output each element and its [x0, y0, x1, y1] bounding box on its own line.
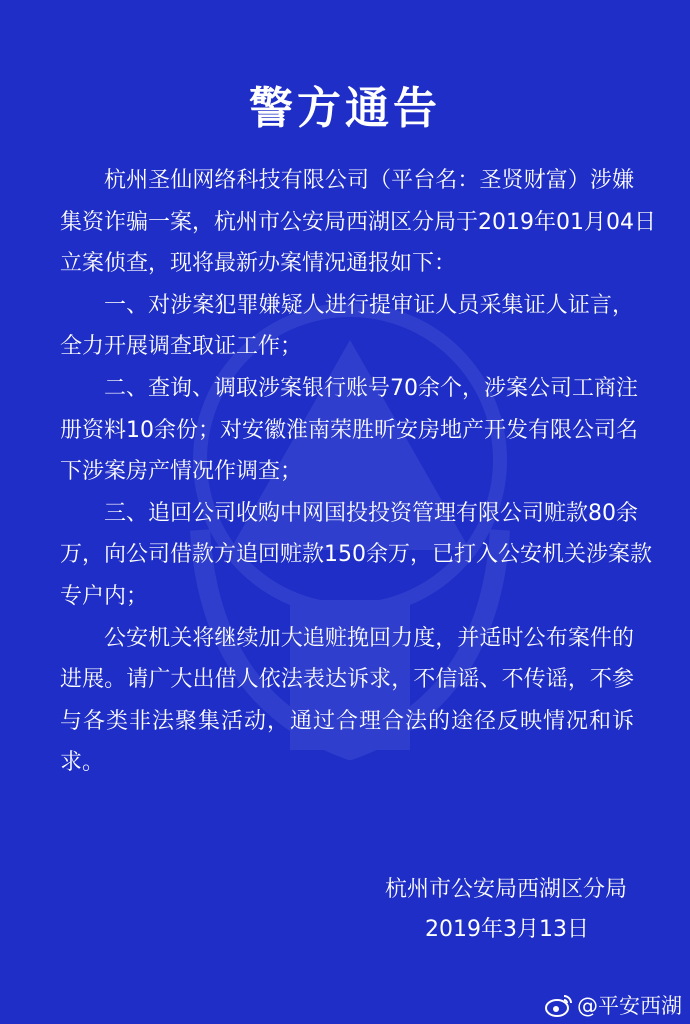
text-line: 万，向公司借款方追回赃款150余万，已打入公安机关涉案款	[60, 542, 652, 568]
paragraph-item-2	[60, 368, 638, 493]
paragraph-item-3	[60, 493, 652, 618]
text-line: 一、对涉案犯罪嫌疑人进行提审证人员采集证人证言，	[104, 292, 634, 318]
text-line: 二、查询、调取涉案银行账号70余个，涉案公司工商注	[104, 375, 638, 401]
text-line: 集资诈骗一案，杭州市公安局西湖区分局于2019年01月04日	[60, 209, 656, 235]
text-line: 立案侦查，现将最新办案情况通报如下：	[60, 251, 457, 277]
notice-body	[60, 160, 656, 784]
issuer-signature: 杭州市公安局西湖区分局	[385, 877, 628, 902]
issue-date: 2019年3月13日	[425, 917, 589, 942]
text-line: 下涉案房产情况作调查；	[60, 459, 303, 485]
text-line: 求。	[60, 750, 105, 776]
weibo-icon	[545, 993, 573, 1017]
notice-title: 警方通告	[249, 83, 441, 134]
paragraph-item-1	[60, 285, 634, 368]
weibo-handle: @平安西湖	[577, 994, 682, 1018]
text-line: 与各类非法聚集活动，通过合理合法的途径反映情况和诉	[60, 708, 634, 734]
text-line: 三、追回公司收购中网国投投资管理有限公司赃款80余	[104, 500, 638, 526]
paragraph-intro	[60, 160, 656, 285]
weibo-watermark	[545, 990, 682, 1020]
text-line: 专户内；	[60, 583, 149, 609]
text-line: 进展。请广大出借人依法表达诉求，不信谣、不传谣，不参	[60, 667, 634, 693]
text-line: 公安机关将继续加大追赃挽回力度，并适时公布案件的	[104, 625, 634, 651]
text-line: 册资料10余份；对安徽淮南荣胜昕安房地产开发有限公司名	[60, 417, 638, 443]
text-line: 全力开展调查取证工作；	[60, 334, 303, 360]
text-line: 杭州圣仙网络科技有限公司（平台名：圣贤财富）涉嫌	[104, 168, 634, 193]
paragraph-closing	[60, 618, 634, 784]
